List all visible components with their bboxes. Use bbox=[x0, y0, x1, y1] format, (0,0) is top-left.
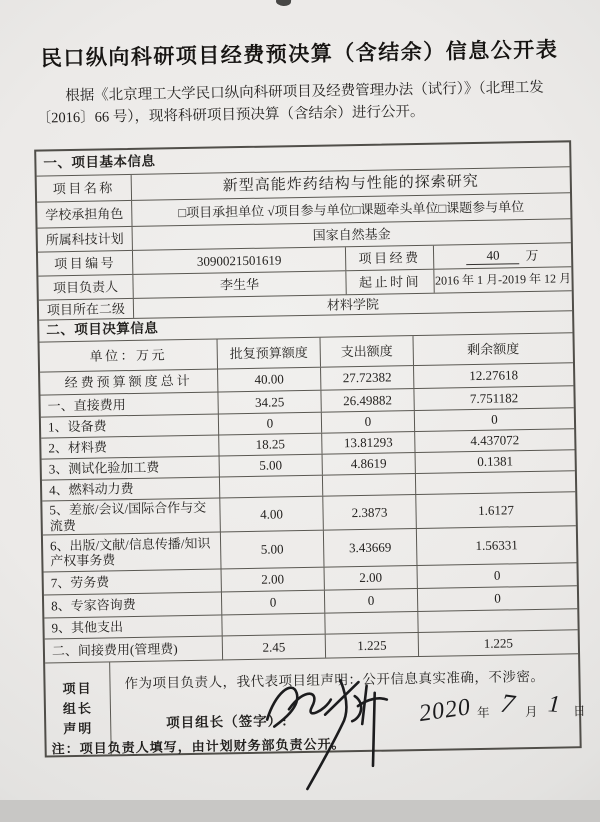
column-header: 剩余额度 bbox=[467, 340, 520, 357]
budget-cell: 4.00 bbox=[220, 497, 324, 532]
budget-cell: 0 bbox=[219, 413, 322, 435]
sign-label: 项目组长（签字）: bbox=[166, 713, 288, 731]
funding-amount: 40 bbox=[466, 247, 519, 265]
field-label: 所属科技计划 bbox=[38, 227, 133, 252]
row-label: 1、设备费 bbox=[41, 414, 219, 437]
remaining-cell: 7.751182 bbox=[469, 389, 519, 406]
budget-cell bbox=[220, 476, 323, 498]
remaining-cell: 1.225 bbox=[483, 635, 514, 651]
role-options: □项目承担单位 √项目参与单位□课题牵头单位□课题参与单位 bbox=[178, 198, 525, 220]
row-label: 5、差旅/会议/国际合作与交流费 bbox=[42, 498, 221, 534]
remaining-cell: 1.6127 bbox=[478, 502, 515, 518]
remaining-cell: 0.1381 bbox=[477, 453, 514, 470]
row-label: 9、其他支出 bbox=[44, 616, 222, 639]
field-label: 项目所在二级 bbox=[39, 299, 134, 320]
row-label: 经费预算额度总计 bbox=[40, 369, 218, 394]
day-suffix: 日 bbox=[572, 704, 586, 719]
department-value: 材料学院 bbox=[326, 296, 380, 313]
field-label: 项目负责人 bbox=[38, 275, 133, 300]
section-title: 二、项目决算信息 bbox=[46, 320, 159, 338]
year-suffix: 年 bbox=[476, 705, 490, 721]
remaining-cell: 4.437072 bbox=[470, 432, 520, 449]
spent-cell: 0 bbox=[322, 411, 415, 433]
spent-cell: 27.72382 bbox=[321, 366, 414, 390]
row-label: 4、燃料动力费 bbox=[42, 477, 220, 500]
budget-cell: 5.00 bbox=[221, 531, 325, 569]
budget-cell: 2.45 bbox=[223, 635, 326, 660]
remaining-cell: 1.56331 bbox=[475, 537, 518, 554]
page-title: 民口纵向科研项目经费预决算（含结余）信息公开表 bbox=[40, 37, 559, 71]
budget-cell: 34.25 bbox=[218, 391, 321, 414]
project-number-value: 3090021501619 bbox=[133, 247, 346, 274]
side-label-line: 项目 bbox=[62, 680, 93, 697]
duration-value: 2016 年 1 月-2019 年 12 月 bbox=[434, 271, 572, 288]
row-label: 一、直接费用 bbox=[40, 392, 218, 416]
column-header: 单位：万元 bbox=[40, 339, 218, 371]
spent-cell: 13.81293 bbox=[322, 432, 415, 454]
row-label: 6、出版/文献/信息传播/知识产权事务费 bbox=[43, 533, 222, 572]
column-header: 批复预算额度 bbox=[218, 338, 321, 369]
funding-unit: 万 bbox=[525, 247, 539, 263]
handwritten-year: 2020 bbox=[417, 694, 473, 728]
remaining-cell bbox=[416, 471, 575, 494]
remaining-cell: 12.27618 bbox=[469, 367, 519, 384]
budget-cell: 40.00 bbox=[218, 368, 321, 392]
field-label: 学校承担角色 bbox=[37, 201, 132, 228]
row-label: 7、劳务费 bbox=[44, 570, 222, 595]
row-label: 8、专家咨询费 bbox=[44, 593, 222, 618]
handwritten-day: 1 bbox=[547, 691, 561, 719]
remaining-cell: 0 bbox=[493, 567, 501, 584]
month-suffix: 月 bbox=[524, 705, 538, 720]
spent-cell: 26.49882 bbox=[321, 389, 414, 412]
row-label: 3、测试化验加工费 bbox=[42, 456, 220, 479]
leader-value: 李生华 bbox=[133, 271, 346, 298]
footnote: 注：项目负责人填写，由计划财务部负责公开。 bbox=[51, 736, 346, 757]
spent-cell bbox=[325, 612, 418, 634]
remaining-cell bbox=[418, 609, 577, 632]
row-label: 2、材料费 bbox=[41, 435, 219, 458]
field-label: 项目名称 bbox=[37, 175, 132, 202]
budget-cell: 0 bbox=[222, 591, 325, 615]
project-name-value: 新型高能炸药结构与性能的探索研究 bbox=[222, 173, 479, 194]
field-label: 项目经费 bbox=[346, 246, 434, 271]
program-value: 国家自然基金 bbox=[312, 226, 391, 243]
side-label-line: 组长 bbox=[62, 700, 94, 717]
section-title: 一、项目基本信息 bbox=[43, 153, 156, 171]
spent-cell: 3.43669 bbox=[324, 529, 418, 567]
column-header: 支出额度 bbox=[321, 336, 414, 367]
budget-cell bbox=[222, 614, 325, 636]
spent-cell: 4.8619 bbox=[323, 453, 416, 475]
budget-cell: 5.00 bbox=[220, 455, 323, 477]
declaration-statement: 作为项目负责人，我代表项目组声明：公开信息真实准确，不涉密。 bbox=[124, 669, 545, 692]
disclosure-form bbox=[34, 140, 586, 757]
handwritten-month: 7 bbox=[498, 687, 517, 720]
field-label: 起止时间 bbox=[346, 270, 434, 295]
spent-cell: 2.3873 bbox=[323, 495, 417, 530]
spent-cell: 0 bbox=[325, 589, 418, 613]
budget-cell: 2.00 bbox=[222, 568, 325, 592]
side-label-line: 声明 bbox=[63, 720, 94, 737]
budget-cell: 18.25 bbox=[219, 434, 322, 456]
intro-paragraph: 根据《北京理工大学民口纵向科研项目及经费管理办法（试行）》（北理工发〔2016〕66 号），现将科研项目预决算（含结余）进行公开。 bbox=[36, 79, 544, 127]
remaining-cell: 0 bbox=[494, 590, 501, 607]
row-label: 二、间接费用(管理费) bbox=[45, 637, 223, 663]
funding-value-cell bbox=[434, 243, 571, 268]
field-label: 项目编号 bbox=[38, 251, 133, 276]
spent-cell: 2.00 bbox=[325, 566, 418, 590]
spent-cell: 1.225 bbox=[326, 633, 419, 658]
spent-cell bbox=[323, 474, 416, 496]
remaining-cell: 0 bbox=[491, 411, 498, 427]
